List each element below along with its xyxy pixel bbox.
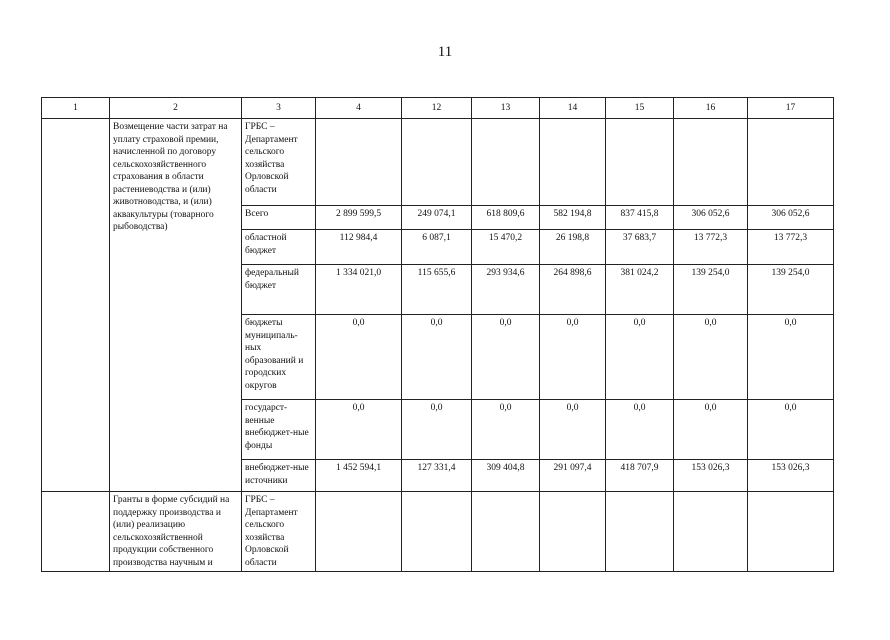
measure-description: Возмещение части затрат на уплату страховой премии, начисленной по договору сельскохозяйственного страхования в области растениеводства и (или) животноводства, и (или) аквакультуры (товарного рыбоводства) <box>110 119 242 492</box>
value-cell <box>606 492 674 572</box>
value-cell: 0,0 <box>472 315 540 400</box>
value-cell: 264 898,6 <box>540 265 606 315</box>
value-cell: 0,0 <box>748 400 834 460</box>
funding-source: внебюджет-ные источники <box>242 460 316 492</box>
value-cell <box>674 119 748 206</box>
value-cell: 37 683,7 <box>606 230 674 265</box>
value-cell: 0,0 <box>402 400 472 460</box>
funding-source: ГРБС – Департамент сельского хозяйства Орловской области <box>242 492 316 572</box>
value-cell: 153 026,3 <box>748 460 834 492</box>
table-row <box>42 119 834 206</box>
value-cell: 418 707,9 <box>606 460 674 492</box>
value-cell: 13 772,3 <box>748 230 834 265</box>
value-cell: 6 087,1 <box>402 230 472 265</box>
header-cell: 2 <box>110 98 242 119</box>
value-cell <box>540 119 606 206</box>
value-cell <box>748 492 834 572</box>
funding-source: Всего <box>242 206 316 230</box>
value-cell: 0,0 <box>748 315 834 400</box>
value-cell: 153 026,3 <box>674 460 748 492</box>
value-cell: 293 934,6 <box>472 265 540 315</box>
header-cell: 4 <box>316 98 402 119</box>
value-cell: 0,0 <box>316 400 402 460</box>
value-cell <box>540 492 606 572</box>
value-cell: 15 470,2 <box>472 230 540 265</box>
value-cell <box>402 492 472 572</box>
value-cell: 0,0 <box>540 400 606 460</box>
header-cell: 16 <box>674 98 748 119</box>
value-cell <box>402 119 472 206</box>
value-cell: 115 655,6 <box>402 265 472 315</box>
value-cell: 249 074,1 <box>402 206 472 230</box>
value-cell: 139 254,0 <box>748 265 834 315</box>
value-cell <box>316 492 402 572</box>
page-number: 11 <box>437 44 453 60</box>
value-cell: 0,0 <box>316 315 402 400</box>
value-cell: 309 404,8 <box>472 460 540 492</box>
value-cell: 306 052,6 <box>748 206 834 230</box>
budget-table <box>41 97 834 572</box>
value-cell: 112 984,4 <box>316 230 402 265</box>
value-cell: 0,0 <box>472 400 540 460</box>
value-cell <box>748 119 834 206</box>
funding-source: областной бюджет <box>242 230 316 265</box>
funding-source: федеральный бюджет <box>242 265 316 315</box>
value-cell <box>316 119 402 206</box>
value-cell: 291 097,4 <box>540 460 606 492</box>
value-cell <box>674 492 748 572</box>
table-row <box>42 492 834 572</box>
value-cell: 2 899 599,5 <box>316 206 402 230</box>
value-cell: 0,0 <box>540 315 606 400</box>
empty-index-cell <box>42 119 110 492</box>
value-cell: 306 052,6 <box>674 206 748 230</box>
header-row <box>42 98 834 119</box>
value-cell: 0,0 <box>674 400 748 460</box>
value-cell: 13 772,3 <box>674 230 748 265</box>
header-cell: 12 <box>402 98 472 119</box>
value-cell <box>472 492 540 572</box>
funding-source: бюджеты муниципаль-ных образований и городских округов <box>242 315 316 400</box>
value-cell: 0,0 <box>606 315 674 400</box>
value-cell: 139 254,0 <box>674 265 748 315</box>
value-cell: 618 809,6 <box>472 206 540 230</box>
empty-index-cell <box>42 492 110 572</box>
header-cell: 1 <box>42 98 110 119</box>
header-cell: 14 <box>540 98 606 119</box>
header-cell: 17 <box>748 98 834 119</box>
value-cell: 381 024,2 <box>606 265 674 315</box>
funding-source: государст-венные внебюджет-ные фонды <box>242 400 316 460</box>
value-cell: 582 194,8 <box>540 206 606 230</box>
measure-description: Гранты в форме субсидий на поддержку производства и (или) реализацию сельскохозяйственной продукции собственного производства научным и <box>110 492 242 572</box>
header-cell: 13 <box>472 98 540 119</box>
value-cell: 127 331,4 <box>402 460 472 492</box>
value-cell: 0,0 <box>606 400 674 460</box>
value-cell: 1 334 021,0 <box>316 265 402 315</box>
header-cell: 3 <box>242 98 316 119</box>
header-cell: 15 <box>606 98 674 119</box>
value-cell: 837 415,8 <box>606 206 674 230</box>
value-cell: 0,0 <box>674 315 748 400</box>
value-cell <box>606 119 674 206</box>
value-cell: 1 452 594,1 <box>316 460 402 492</box>
value-cell: 0,0 <box>402 315 472 400</box>
value-cell: 26 198,8 <box>540 230 606 265</box>
value-cell <box>472 119 540 206</box>
funding-source: ГРБС – Департамент сельского хозяйства Орловской области <box>242 119 316 206</box>
